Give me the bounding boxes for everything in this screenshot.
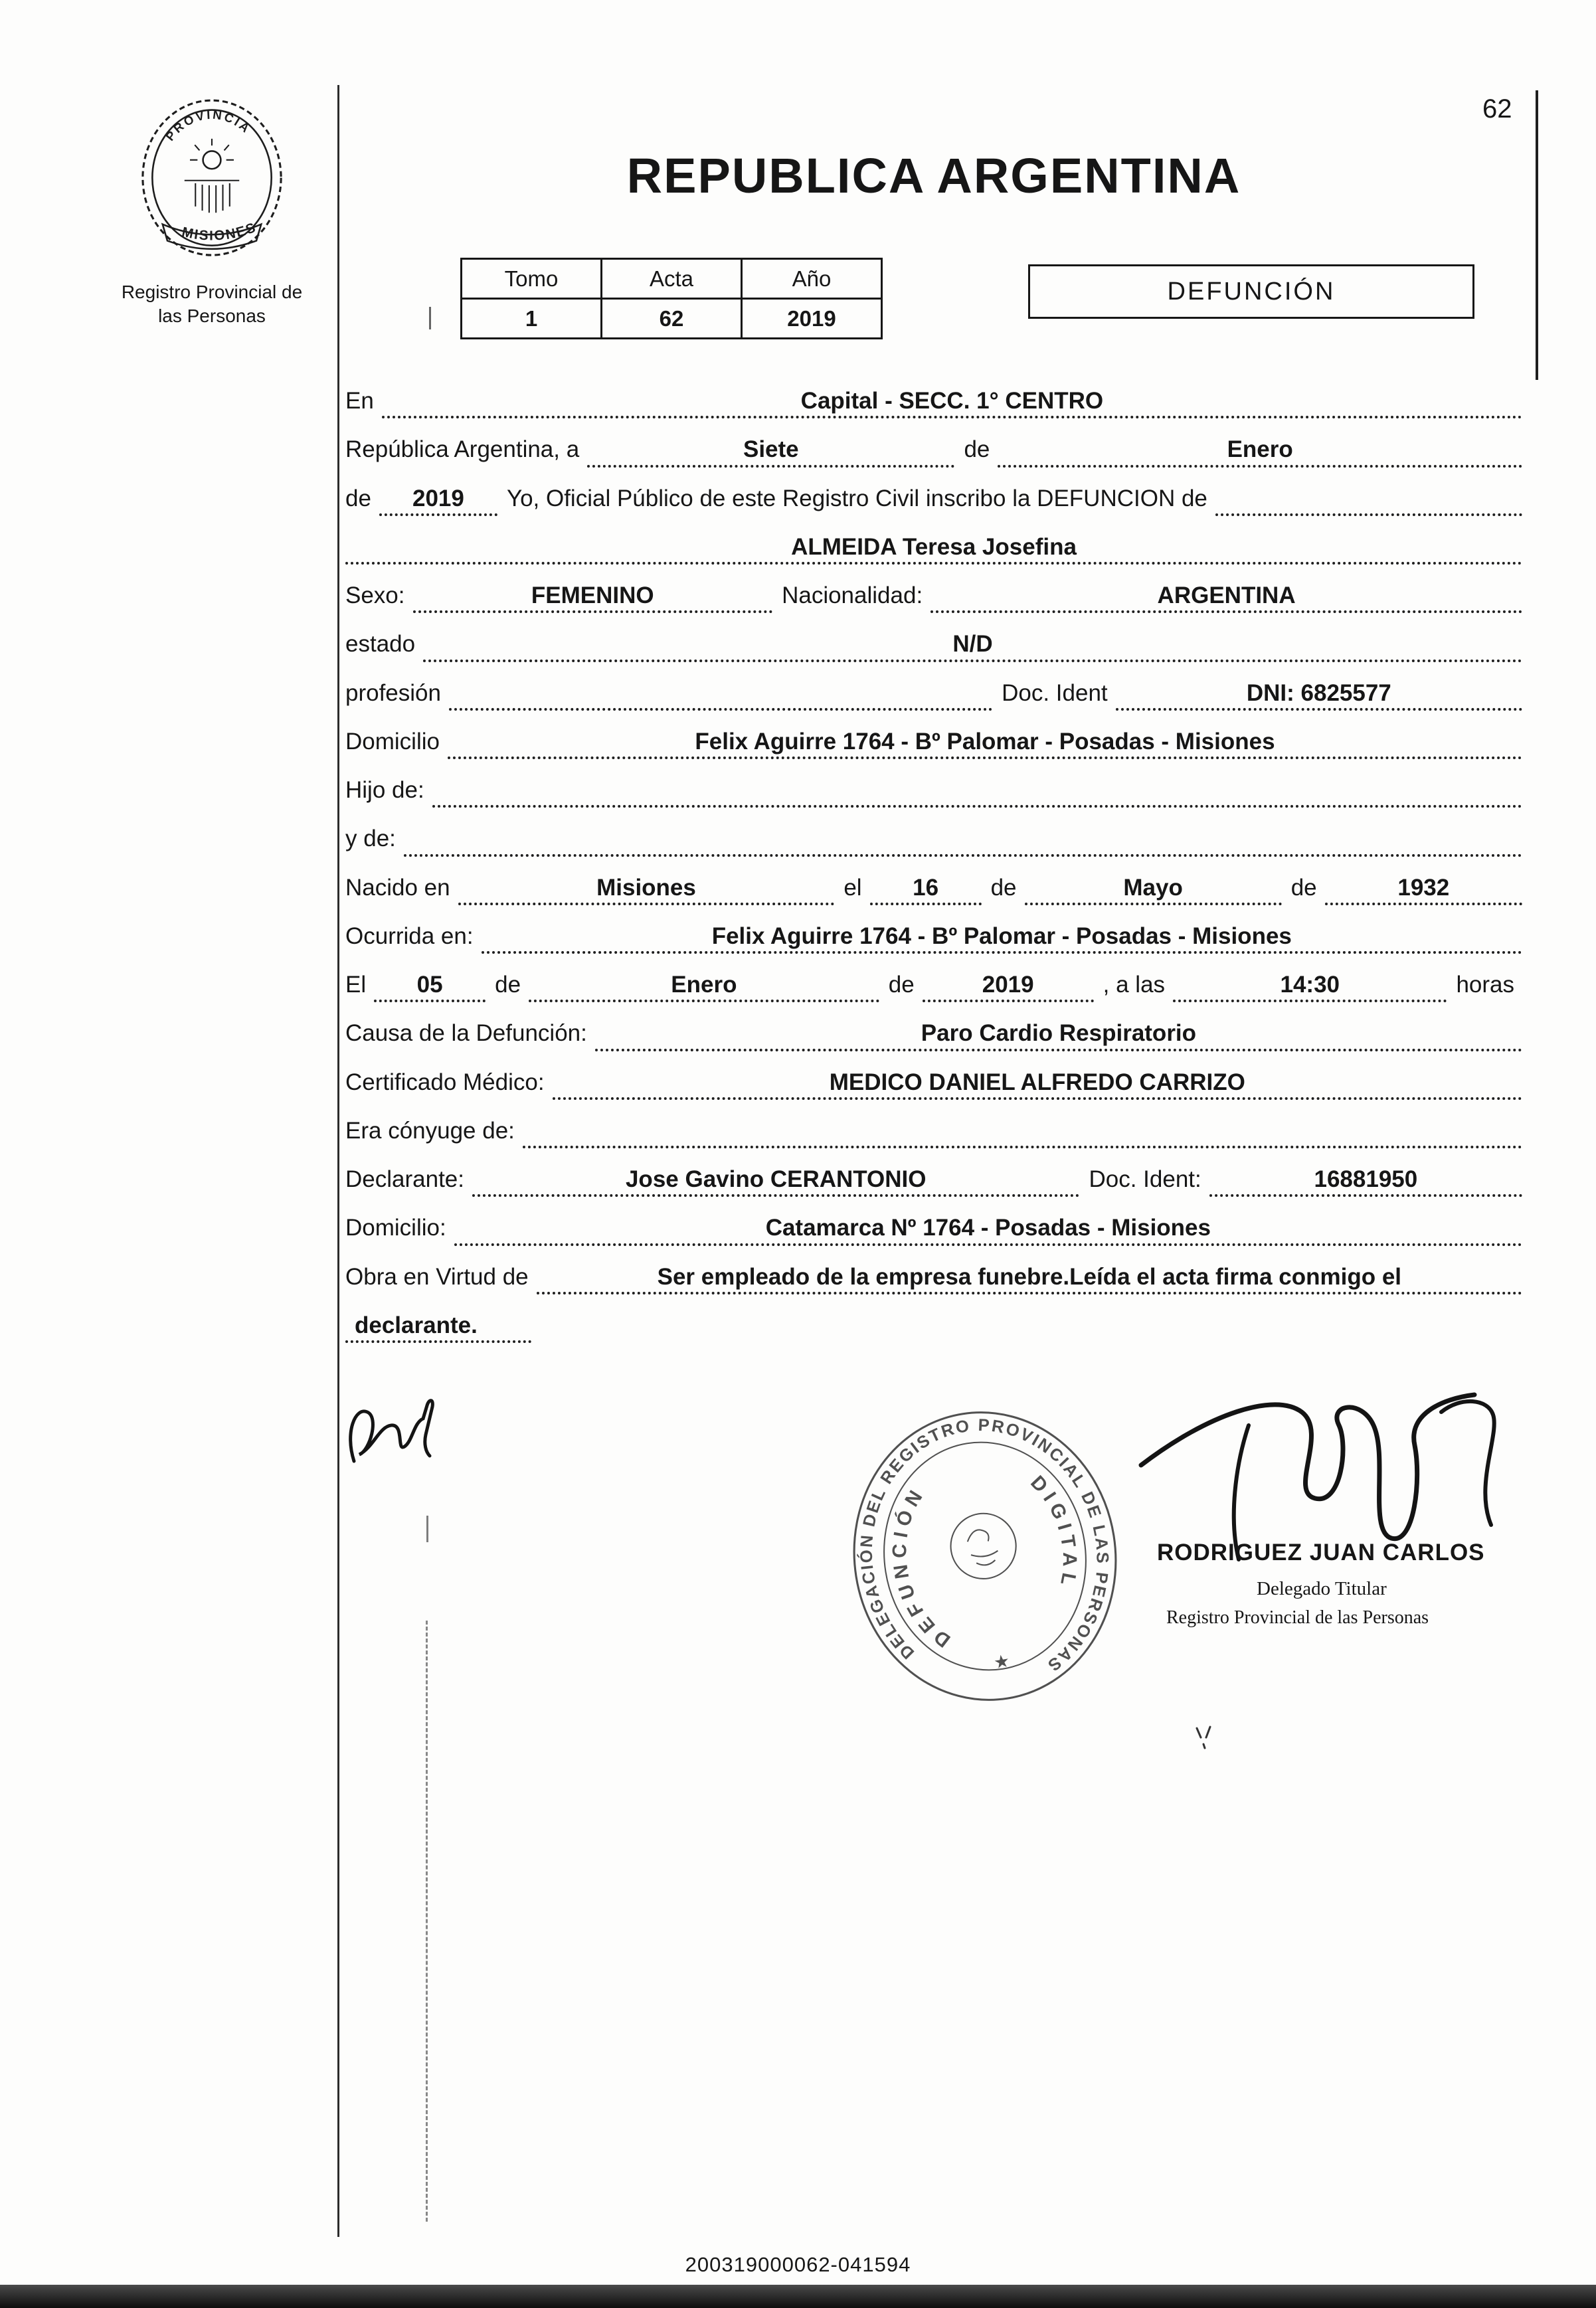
field-value: Capital - SECC. 1° CENTRO bbox=[382, 388, 1522, 418]
form-row bbox=[345, 1312, 1522, 1343]
tomo-value: 1 bbox=[462, 299, 602, 339]
table-value-row bbox=[462, 299, 882, 339]
form-row bbox=[345, 1069, 1522, 1100]
field-label: Certificado Médico: bbox=[345, 1069, 545, 1095]
dotted-fill bbox=[523, 1138, 1522, 1148]
form-row bbox=[345, 631, 1522, 662]
field-label: Ocurrida en: bbox=[345, 923, 474, 949]
document-title: REPUBLICA ARGENTINA bbox=[626, 148, 1241, 203]
form-row bbox=[345, 534, 1522, 565]
field-value: 16 bbox=[870, 875, 982, 905]
field-value: Paro Cardio Respiratorio bbox=[595, 1020, 1522, 1051]
field-label: Era cónyuge de: bbox=[345, 1117, 515, 1144]
stamp-word-defuncion: DEFUNCIÓN bbox=[888, 1482, 955, 1652]
field-label: Doc. Ident: bbox=[1089, 1166, 1201, 1192]
registry-stamp bbox=[827, 1387, 1142, 1726]
col-header-ano: Año bbox=[742, 259, 882, 299]
seal-caption-line1: Registro Provincial de bbox=[121, 282, 303, 302]
field-value: declarante. bbox=[345, 1312, 531, 1343]
record-reference-table bbox=[460, 258, 883, 339]
field-value: Misiones bbox=[458, 875, 835, 905]
form-row bbox=[345, 923, 1522, 954]
acta-value: 62 bbox=[602, 299, 742, 339]
field-value: Jose Gavino CERANTONIO bbox=[472, 1166, 1080, 1197]
official-org: Registro Provincial de las Personas bbox=[1166, 1607, 1429, 1628]
stamp-outer-text: DELEGACIÓN DEL REGISTRO PROVINCIAL DE LAS PERSONAS bbox=[857, 1415, 1112, 1676]
col-header-acta: Acta bbox=[602, 259, 742, 299]
field-value: 2019 bbox=[923, 972, 1094, 1002]
footer-code: 200319000062-041594 bbox=[685, 2253, 911, 2276]
field-label: Sexo: bbox=[345, 582, 405, 608]
field-label: de bbox=[888, 972, 915, 998]
field-label: En bbox=[345, 388, 374, 414]
field-value: Enero bbox=[998, 436, 1522, 467]
field-value: N/D bbox=[423, 631, 1522, 662]
dotted-fill bbox=[1215, 505, 1522, 516]
field-label: de bbox=[1290, 874, 1317, 901]
fold-mark bbox=[426, 1621, 428, 2222]
form-row bbox=[345, 972, 1522, 1002]
form-row bbox=[345, 826, 1522, 856]
seal-caption-line2: las Personas bbox=[158, 305, 266, 326]
field-value: Enero bbox=[529, 972, 879, 1002]
dotted-fill bbox=[449, 700, 992, 711]
field-label: y de: bbox=[345, 826, 396, 852]
field-value: 16881950 bbox=[1209, 1166, 1522, 1197]
field-label: Domicilio: bbox=[345, 1215, 446, 1241]
form-row bbox=[345, 1166, 1522, 1197]
ink-mark bbox=[1188, 1722, 1227, 1752]
field-label: de bbox=[990, 874, 1017, 901]
form-row bbox=[345, 1215, 1522, 1245]
col-header-tomo: Tomo bbox=[462, 259, 602, 299]
field-value: Catamarca Nº 1764 - Posadas - Misiones bbox=[454, 1215, 1522, 1245]
form-row bbox=[345, 1118, 1522, 1148]
form-row bbox=[345, 729, 1522, 759]
official-signature bbox=[1129, 1385, 1518, 1614]
misiones-province-seal-icon bbox=[136, 97, 288, 275]
scan-artifact-tick bbox=[429, 307, 431, 329]
official-title: Delegado Titular bbox=[1257, 1578, 1387, 1599]
field-label: Hijo de: bbox=[345, 777, 424, 803]
field-label: el bbox=[843, 874, 862, 901]
form-row bbox=[345, 1020, 1522, 1051]
field-value: Felix Aguirre 1764 - Bº Palomar - Posadas - Misiones bbox=[482, 923, 1522, 954]
seal-top-text: PROVINCIA bbox=[162, 107, 254, 143]
field-label: Causa de la Defunción: bbox=[345, 1020, 587, 1047]
field-label: Yo, Oficial Público de este Registro Civil inscribo la DEFUNCION de bbox=[506, 485, 1207, 511]
field-value: 1932 bbox=[1325, 875, 1522, 905]
field-label: de bbox=[495, 972, 521, 998]
left-margin-rule bbox=[337, 85, 339, 2237]
field-value: 14:30 bbox=[1173, 972, 1447, 1002]
field-value: ARGENTINA bbox=[931, 582, 1522, 613]
field-label: Obra en Virtud de bbox=[345, 1263, 529, 1290]
form-row bbox=[345, 486, 1522, 516]
form-rows bbox=[345, 388, 1522, 1361]
field-label: República Argentina, a bbox=[345, 436, 580, 463]
field-label: de bbox=[345, 485, 371, 511]
field-value: Felix Aguirre 1764 - Bº Palomar - Posadas - Misiones bbox=[448, 729, 1522, 759]
form-row bbox=[345, 436, 1522, 467]
scan-artifact-tick bbox=[426, 1516, 428, 1542]
seal-caption bbox=[78, 280, 345, 328]
field-label: Domicilio bbox=[345, 728, 440, 755]
stamp-word-digital: DIGITAL bbox=[1026, 1471, 1081, 1593]
field-value: DNI: 6825577 bbox=[1116, 680, 1522, 711]
field-value: 2019 bbox=[379, 486, 497, 516]
form-row bbox=[345, 582, 1522, 613]
field-label: estado bbox=[345, 631, 416, 658]
field-label: Nacionalidad: bbox=[782, 582, 923, 608]
form-row bbox=[345, 777, 1522, 808]
form-row bbox=[345, 388, 1522, 418]
field-label: de bbox=[964, 436, 990, 463]
field-label: El bbox=[345, 972, 367, 998]
field-value: MEDICO DANIEL ALFREDO CARRIZO bbox=[553, 1069, 1522, 1100]
page-edge-line bbox=[1536, 90, 1538, 380]
field-value: ALMEIDA Teresa Josefina bbox=[345, 534, 1522, 565]
seal-bottom-text: MISIONES bbox=[180, 219, 259, 244]
dotted-fill bbox=[432, 797, 1522, 808]
form-row bbox=[345, 875, 1522, 905]
field-label: Doc. Ident bbox=[1002, 679, 1108, 706]
field-value: Siete bbox=[587, 436, 954, 467]
field-label: Nacido en bbox=[345, 874, 450, 901]
field-label: Declarante: bbox=[345, 1166, 464, 1192]
page-number: 62 bbox=[1482, 94, 1512, 124]
document-type-box: DEFUNCIÓN bbox=[1028, 264, 1474, 319]
field-label: , a las bbox=[1103, 972, 1166, 998]
scan-edge-band bbox=[0, 2285, 1596, 2308]
dotted-fill bbox=[404, 846, 1522, 857]
official-name: RODRIGUEZ JUAN CARLOS bbox=[1157, 1540, 1485, 1565]
ano-value: 2019 bbox=[742, 299, 882, 339]
field-label: profesión bbox=[345, 679, 441, 706]
table-header-row bbox=[462, 259, 882, 299]
field-label: horas bbox=[1456, 972, 1514, 998]
form-row bbox=[345, 1264, 1522, 1294]
field-value: FEMENINO bbox=[413, 582, 773, 613]
field-value: 05 bbox=[374, 972, 486, 1002]
field-value: Mayo bbox=[1025, 875, 1282, 905]
declarant-signature bbox=[335, 1383, 475, 1489]
form-row bbox=[345, 680, 1522, 711]
field-value: Ser empleado de la empresa funebre.Leída el acta firma conmigo el bbox=[537, 1264, 1522, 1294]
stamp-star-icon: ★ bbox=[992, 1650, 1012, 1673]
